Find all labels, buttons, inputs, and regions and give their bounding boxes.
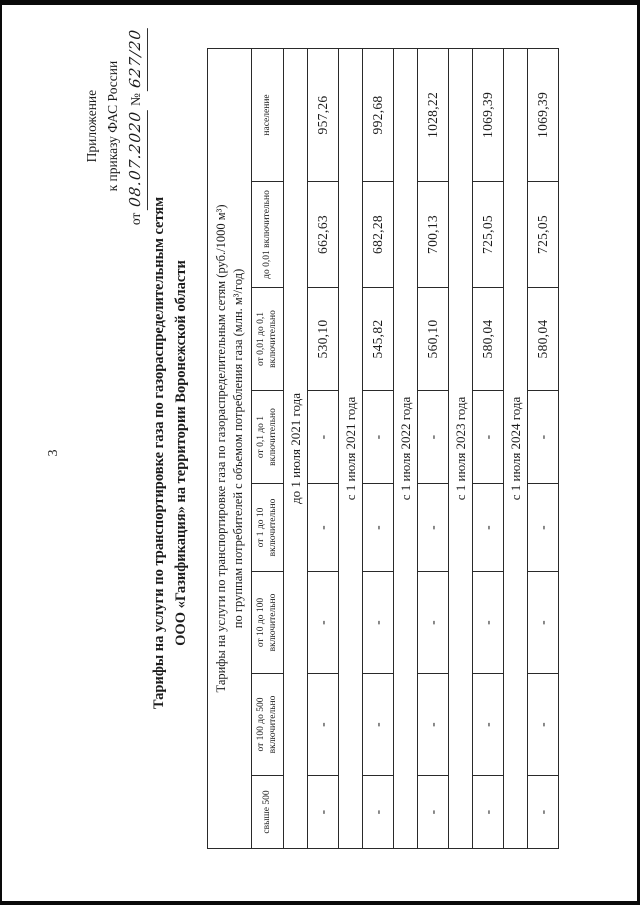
column-header-0: свыше 500 xyxy=(252,776,284,849)
tariff-values-row-4 xyxy=(528,48,559,848)
document-title xyxy=(149,5,193,901)
tariff-value: - xyxy=(363,484,394,572)
tariff-value: 682,28 xyxy=(363,182,394,288)
tariff-value: 580,04 xyxy=(473,288,504,391)
column-header-4: от 0,1 до 1 включительно xyxy=(252,391,284,484)
order-date-handwritten: 08.07.2020 xyxy=(124,108,148,210)
column-header-1: от 100 до 500 включительно xyxy=(252,674,284,776)
tariff-value: 992,68 xyxy=(363,48,394,181)
tariff-value: - xyxy=(528,572,559,674)
period-label: с 1 июля 2024 года xyxy=(504,48,528,848)
period-label-row-0 xyxy=(284,48,308,848)
order-authority: к приказу ФАС России xyxy=(104,60,120,192)
tariff-value: - xyxy=(418,484,449,572)
tariff-values-row-3 xyxy=(473,48,504,848)
tariff-value: 957,26 xyxy=(308,48,339,181)
column-header-5: от 0,01 до 0,1 включительно xyxy=(252,288,284,391)
table-caption xyxy=(208,48,252,848)
tariff-value: - xyxy=(363,674,394,776)
tariff-value: 560,10 xyxy=(418,288,449,391)
document-title-line2: ООО «Газификация» на территории Воронежской области xyxy=(172,260,189,646)
order-reference xyxy=(124,27,148,225)
tariff-value: - xyxy=(418,391,449,484)
tariff-value: - xyxy=(308,391,339,484)
column-header-7: население xyxy=(252,48,284,181)
tariff-value: - xyxy=(528,391,559,484)
tariff-value: - xyxy=(418,572,449,674)
tariff-values-row-0 xyxy=(308,48,339,848)
column-header-6: до 0,01 включительно xyxy=(252,182,284,288)
period-label-row-1 xyxy=(339,48,363,848)
tariff-values-row-1 xyxy=(363,48,394,848)
column-header-3: от 1 до 10 включительно xyxy=(252,484,284,572)
tariff-value: - xyxy=(308,484,339,572)
order-prefix: от xyxy=(127,212,143,226)
tariff-value: 1069,39 xyxy=(528,48,559,181)
table-caption-line2: по группам потребителей с объемом потребления газа (млн. м³/год) xyxy=(230,268,245,629)
appendix-header xyxy=(82,27,148,225)
appendix-label: Приложение xyxy=(84,89,99,163)
document-title-line1: Тарифы на услуги по транспортировке газа по газораспределительным сетям xyxy=(151,196,167,710)
tariff-value: 725,05 xyxy=(473,182,504,288)
order-number-handwritten: 627/20 xyxy=(124,26,148,91)
tariff-value: - xyxy=(363,572,394,674)
period-label-row-2 xyxy=(394,48,418,848)
tariff-table xyxy=(207,48,559,849)
tariff-value: - xyxy=(418,674,449,776)
tariff-value: 530,10 xyxy=(308,288,339,391)
number-sign: № xyxy=(127,93,143,107)
tariff-value: 545,82 xyxy=(363,288,394,391)
tariff-value: - xyxy=(473,484,504,572)
tariff-values-row-2 xyxy=(418,48,449,848)
tariff-value: 1028,22 xyxy=(418,48,449,181)
period-label: с 1 июля 2021 года xyxy=(339,48,363,848)
tariff-value: 1069,39 xyxy=(473,48,504,181)
tariff-value: - xyxy=(308,674,339,776)
tariff-value: 580,04 xyxy=(528,288,559,391)
tariff-value: - xyxy=(473,572,504,674)
period-label-row-3 xyxy=(449,48,473,848)
period-label-row-4 xyxy=(504,48,528,848)
table-caption-line1: Тарифы на услуги по транспортировке газа по газораспределительным сетям (руб./1000 м³) xyxy=(213,204,228,693)
tariff-value: - xyxy=(528,484,559,572)
tariff-value: - xyxy=(473,776,504,849)
tariff-value: - xyxy=(418,776,449,849)
tariff-value: 700,13 xyxy=(418,182,449,288)
tariff-value: 662,63 xyxy=(308,182,339,288)
tariff-value: - xyxy=(473,391,504,484)
tariff-value: - xyxy=(473,674,504,776)
page-number: 3 xyxy=(46,449,61,457)
period-label: с 1 июля 2023 года xyxy=(449,48,473,848)
period-label: до 1 июля 2021 года xyxy=(284,48,308,848)
tariff-value: - xyxy=(308,572,339,674)
tariff-value: - xyxy=(528,674,559,776)
rotated-content xyxy=(2,5,637,901)
table-caption-row xyxy=(208,48,252,848)
tariff-value: 725,05 xyxy=(528,182,559,288)
tariff-value: - xyxy=(308,776,339,849)
period-label: с 1 июля 2022 года xyxy=(394,48,418,848)
column-header-row xyxy=(252,48,284,848)
column-header-2: от 10 до 100 включительно xyxy=(252,572,284,674)
tariff-value: - xyxy=(528,776,559,849)
tariff-value: - xyxy=(363,391,394,484)
tariff-value: - xyxy=(363,776,394,849)
